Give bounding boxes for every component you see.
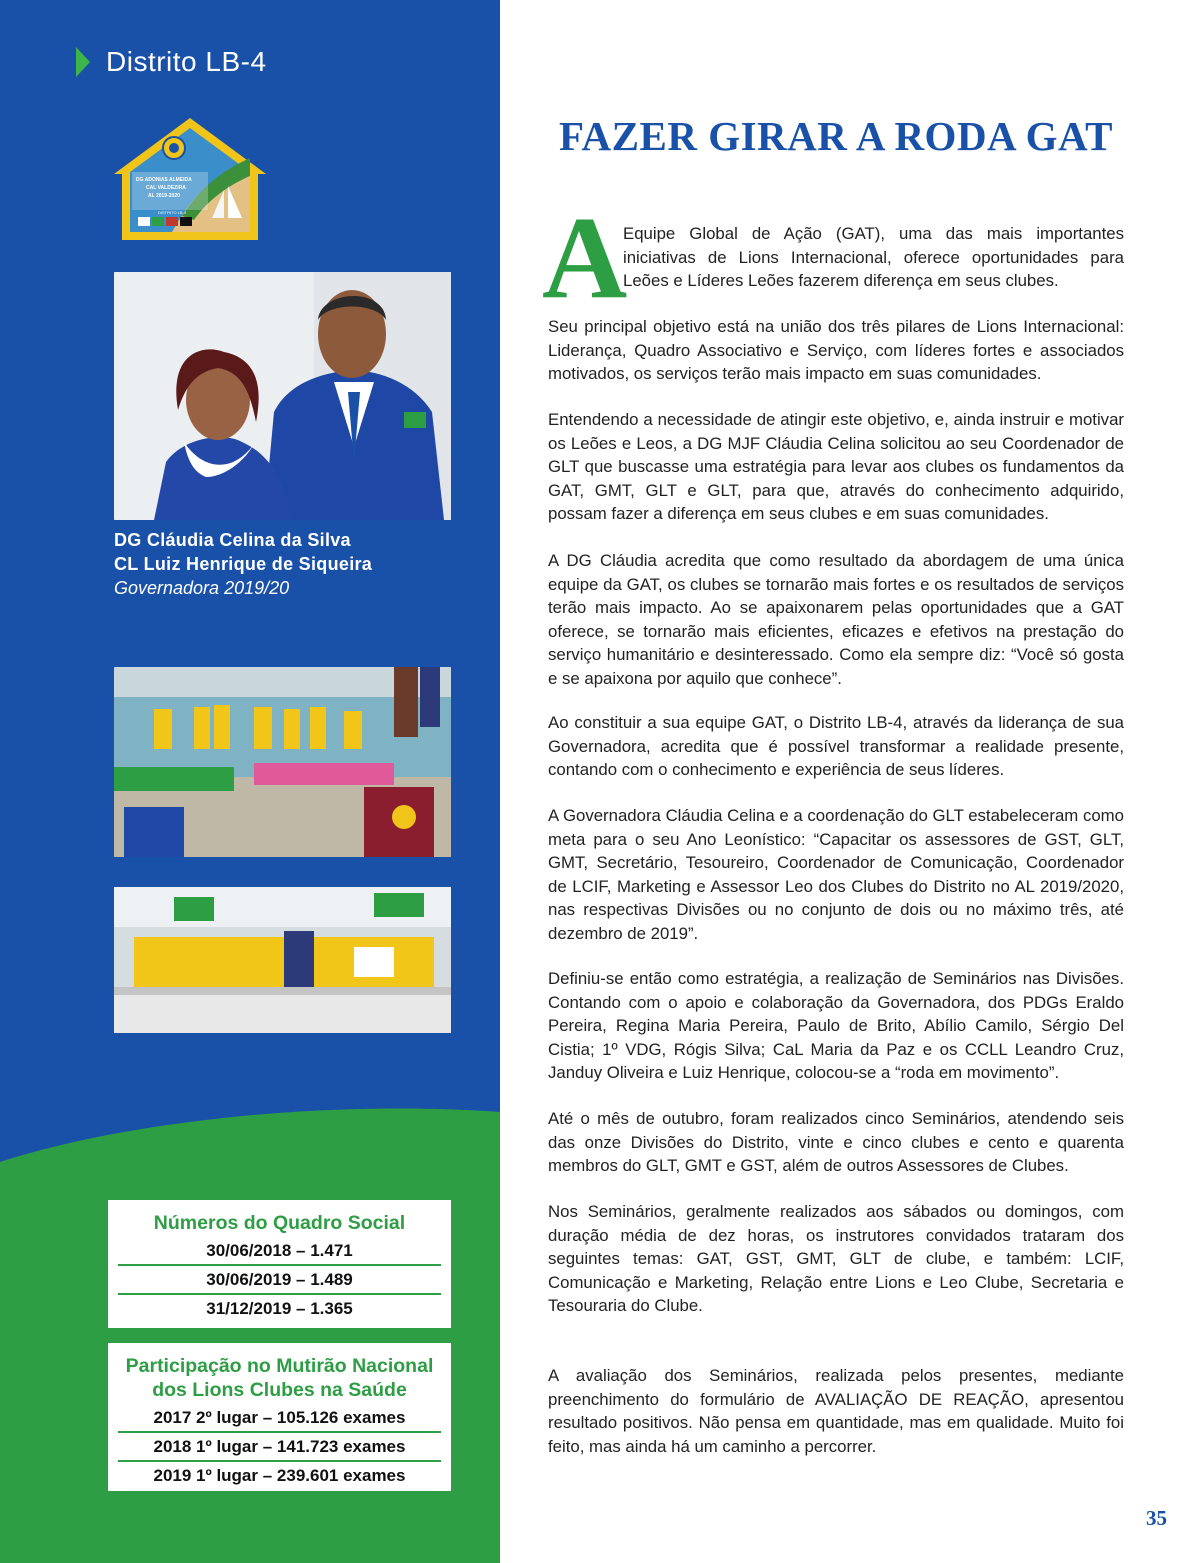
intro-paragraph: Equipe Global de Ação (GAT), uma das mais importantes iniciativas de Lions Internacional, oferece oportunidades para Leões e Líderes Leões fazerem diferença em seus clubes. [623,224,1124,290]
mutirao-title-line1: Participação no Mutirão Nacional [125,1355,434,1377]
members-row: 31/12/2019 – 1.365 [206,1299,353,1318]
drop-cap-letter: A [542,192,628,323]
members-box-title: Números do Quadro Social [153,1212,406,1234]
section-title: Distrito LB-4 [106,46,267,77]
members-row: 30/06/2018 – 1.471 [118,1237,441,1266]
mutirao-box-title [108,1343,451,1402]
play-arrow-icon [76,47,90,77]
article-title: FAZER GIRAR A RODA GAT [559,113,1113,159]
logo-text-line2: CAL VALDEZIRA [146,185,186,191]
article-paragraph: Definiu-se então como estratégia, a realização de Seminários nas Divisões. Contando com o apoio e colaboração da Governadora, dos PDGs Eraldo Pereira, Regina Maria Pereira, Paulo de Brito, Abílio Camilo, Sérgio Del Cistia; 1º VDG, Rógis Silva; CaL Maria da Paz e os CCLL Leandro Cruz, Janduy Oliveira e Luiz Henrique, colocou-se a “roda em movimento”. [548,969,1124,1082]
green-wave-background [0,1100,500,1563]
article-paragraph: Entendendo a necessidade de atingir este objetivo, e, ainda instruir e motivar os Leões e Leos, a DG MJF Cláudia Celina solicitou ao seu Coordenador de GLT que buscasse uma estratégia para levar aos clubes os fundamentos da GAT, GMT, GLT e GLT, para que, através do conhecimento adquirido, possam fazer a diferença em seus clubes e em suas comunidades. [548,410,1124,523]
left-panel [0,0,500,1563]
article-paragraph: A DG Cláudia acredita que como resultado da abordagem de uma única equipe da GAT, os clubes se tornarão mais fortes e os resultados de serviços terão mais impacto. Ao se apaixonarem pelas oportunidades que a GAT oferece, se tornarão mais eficientes, eficazes e efetivos na prestação do serviço humanitário e desinteressado. Como ela sempre diz: “Você só gosta e se apaixona por aquilo que conhece”. [548,551,1124,688]
article-paragraph: A avaliação dos Seminários, realizada pelos presentes, mediante preenchimento do formulário de AVALIAÇÃO DE REAÇÃO, apresentou resultado positivos. Não pensa em quantidade, mas em qualidade. Muito foi feito, mas ainda há um caminho a percorrer. [548,1366,1124,1456]
article-paragraph: Nos Seminários, geralmente realizados aos sábados ou domingos, com duração média de dez horas, os instrutores convidados trataram dos seguintes temas: GAT, GST, GMT, GLT de clube, e também: LCIF, Comunicação e Marketing, Relação entre Lions e Leo Clube, Secretaria e Tesouraria do Clube. [548,1202,1124,1315]
section-header [76,42,267,82]
mutirao-row: 2018 1º lugar – 141.723 exames [118,1433,441,1462]
seminar-photo-1 [114,667,451,857]
members-stats-box [108,1200,451,1328]
article-paragraph: A Governadora Cláudia Celina e a coordenação do GLT estabeleceram como meta para o seu Ano Leonístico: “Capacitar os assessores de GST, GLT, GMT, Secretário, Tesoureiro, Coordenador de Comunicação, Coordenador de LCIF, Marketing e Assessor Leo dos Clubes do Distrito no AL 2019/2020, nas respectivas Divisões ou no conjunto de dois ou no máximo três, até dezembro de 2019”. [548,806,1124,943]
logo-text-line4: DISTRITO LB 4 [158,210,186,215]
seminar-photo-2 [114,887,451,1033]
article-paragraph: Ao constituir a sua equipe GAT, o Distrito LB-4, através da liderança de sua Governadora, acredita que é possível transformar a realidade presente, contando com o conhecimento e experiência de seus líderes. [548,713,1124,779]
caption-role: Governadora 2019/20 [114,578,290,598]
mutirao-stats-box [108,1343,451,1491]
governor-couple-photo [114,272,451,520]
article-paragraph: Seu principal objetivo está na união dos três pilares de Lions Internacional: Liderança, Quadro Associativo e Serviço, com líderes fortes e associados motivados, os serviços terão mais impacto em suas comunidades. [548,317,1124,383]
article-paragraph: Até o mês de outubro, foram realizados cinco Seminários, atendendo seis das onze Divisões do Distrito, vinte e cinco clubes e cento e quarenta membros do GLT, GMT e GST, além de outros Assessores de Clubes. [548,1109,1124,1175]
district-logo [112,116,268,242]
mutirao-title-line2: dos Lions Clubes na Saúde [152,1379,407,1401]
members-row: 30/06/2019 – 1.489 [118,1266,441,1295]
page-number: 35 [1146,1506,1167,1530]
logo-text-line1: DG ADONIAS ALMEIDA [136,177,192,183]
mutirao-row: 2019 1º lugar – 239.601 exames [153,1466,406,1485]
caption-name-1: DG Cláudia Celina da Silva [114,530,351,550]
mutirao-row: 2017 2º lugar – 105.126 exames [118,1404,441,1433]
photo-caption [114,528,372,600]
caption-name-2: CL Luiz Henrique de Siqueira [114,554,373,574]
logo-text-line3: AL 2019-2020 [148,193,180,199]
